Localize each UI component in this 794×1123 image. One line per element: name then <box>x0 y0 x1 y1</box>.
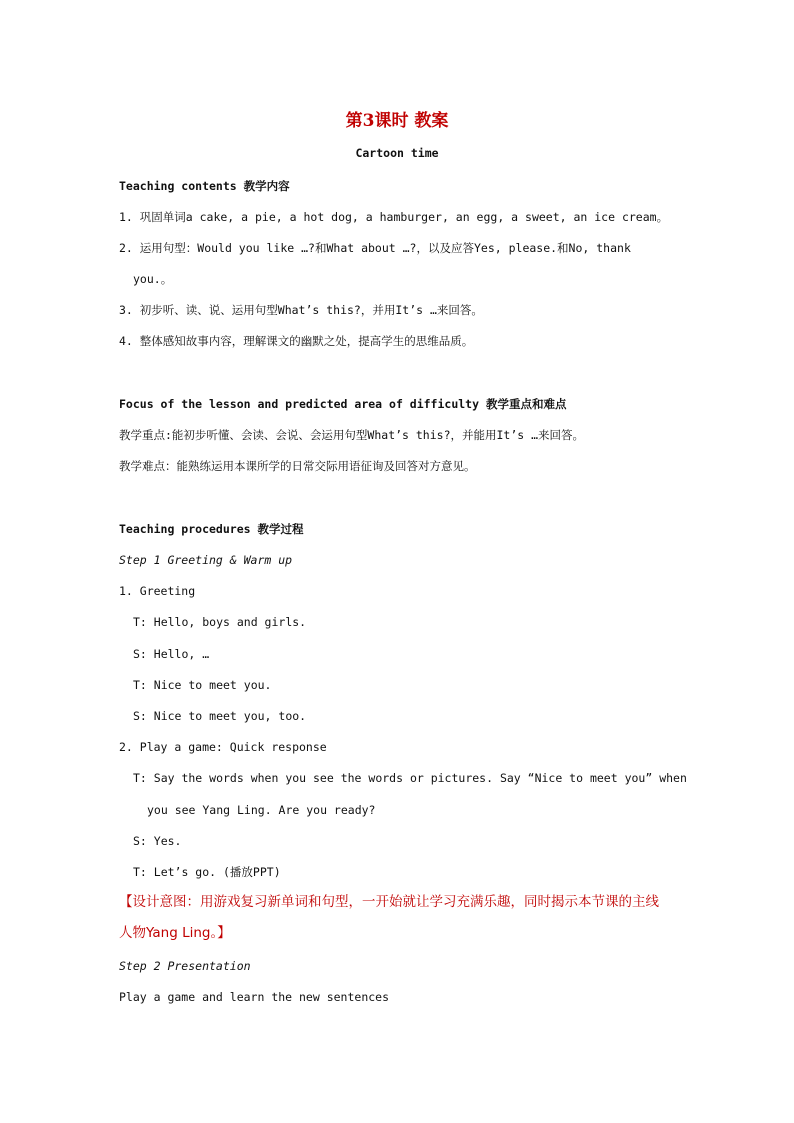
play-learn-label: Play a game and learn the new sentences <box>119 990 390 1004</box>
dialog-line: T: Nice to meet you. <box>133 678 272 692</box>
contents-item-3: 3. 初步听、读、说、运用句型What’s this?，并用It’s …来回答。 <box>119 303 483 317</box>
greeting-label: 1. Greeting <box>119 584 196 598</box>
dialog-line: S: Yes. <box>133 834 182 848</box>
game-label: 2. Play a game: Quick response <box>119 740 327 754</box>
dialog-line: S: Nice to meet you, too. <box>133 709 307 723</box>
contents-item-1: 1. 巩固单词a cake, a pie, a hot dog, a hamburger, an egg, a sweet, an ice cream。 <box>119 210 669 224</box>
dialog-line: S: Hello, … <box>133 647 210 661</box>
page-title: 第3课时 教案 <box>345 111 449 131</box>
design-note-cont: 人物Yang Ling。】 <box>119 925 231 941</box>
step-2-heading: Step 2 Presentation <box>119 959 251 973</box>
section-heading-focus: Focus of the lesson and predicted area of difficulty 教学重点和难点 <box>119 397 567 411</box>
focus-difficulty: 教学难点：能熟练运用本课所学的日常交际用语征询及回答对方意见。 <box>119 459 476 473</box>
focus-key-point: 教学重点:能初步听懂、会读、会说、会运用句型What’s this?，并能用It’s …来回答。 <box>119 428 585 442</box>
page-subtitle: Cartoon time <box>355 146 439 160</box>
design-note: 【设计意图：用游戏复习新单词和句型，一开始就让学习充满乐趣，同时揭示本节课的主线 <box>119 894 659 910</box>
dialog-line: you see Yang Ling. Are you ready? <box>147 803 376 817</box>
contents-item-2: 2. 运用句型：Would you like …?和What about …?，以及应答Yes, please.和No, thank <box>119 241 631 255</box>
step-1-heading: Step 1 Greeting & Warm up <box>119 553 293 567</box>
contents-item-2-cont: you.。 <box>133 272 173 286</box>
dialog-line: T: Let’s go. (播放PPT) <box>133 865 281 879</box>
dialog-line: T: Say the words when you see the words or pictures. Say “Nice to meet you” when <box>133 771 687 785</box>
dialog-line: T: Hello, boys and girls. <box>133 615 307 629</box>
section-heading-contents: Teaching contents 教学内容 <box>119 179 290 193</box>
section-heading-procedures: Teaching procedures 教学过程 <box>119 522 304 536</box>
contents-item-4: 4. 整体感知故事内容，理解课文的幽默之处，提高学生的思维品质。 <box>119 334 474 348</box>
